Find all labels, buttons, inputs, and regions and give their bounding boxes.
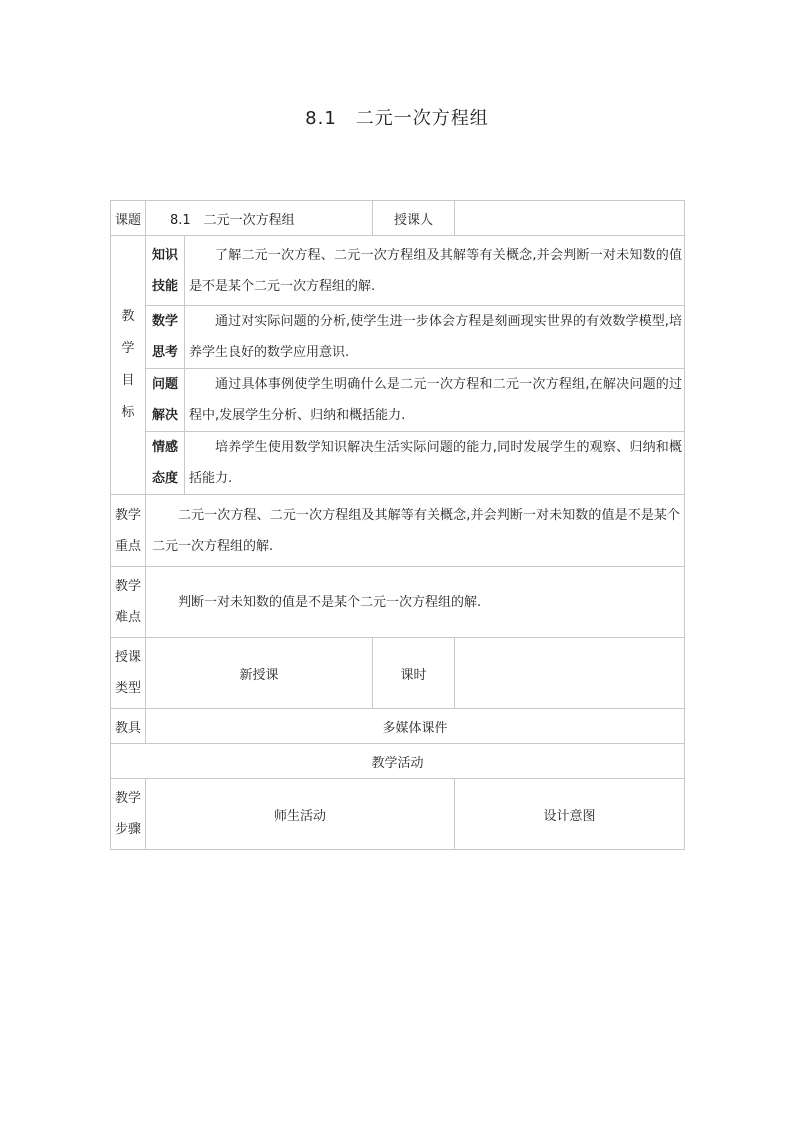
lesson-type-label: 授课 类型: [111, 638, 146, 709]
objective-row: [111, 432, 685, 495]
lesson-plan-table: [110, 200, 685, 850]
steps-label: 教学 步骤: [111, 779, 146, 850]
difficulties-label: 教学 难点: [111, 567, 146, 638]
key-points-text: 二元一次方程、二元一次方程组及其解等有关概念,并会判断一对未知数的值是不是某个二元一次方程组的解.: [146, 495, 685, 567]
key-points-label: 教学 重点: [111, 495, 146, 567]
activities-header-row: [111, 744, 685, 779]
objective-sublabel: 情感 态度: [146, 432, 185, 495]
topic-row: [111, 201, 685, 236]
objective-text: 通过对实际问题的分析,使学生进一步体会方程是刻画现实世界的有效数学模型,培养学生良好的数学应用意识.: [185, 306, 685, 369]
tools-row: [111, 709, 685, 744]
page-title: 8.1 二元一次方程组: [305, 108, 489, 129]
teacher-label: 授课人: [373, 201, 455, 236]
objective-text: 了解二元一次方程、二元一次方程组及其解等有关概念,并会判断一对未知数的值是不是某个二元一次方程组的解.: [185, 236, 685, 306]
topic-value-cell: [146, 201, 373, 236]
steps-row: [111, 779, 685, 850]
teacher-value: [455, 201, 685, 236]
objectives-label: 教 学 目 标: [111, 236, 146, 495]
difficulties-text: 判断一对未知数的值是不是某个二元一次方程组的解.: [146, 567, 685, 638]
objective-sublabel: 数学 思考: [146, 306, 185, 369]
hours-value: [455, 638, 685, 709]
tools-label: 教具: [111, 709, 146, 744]
tools-value: 多媒体课件: [146, 709, 685, 744]
lesson-type-row: [111, 638, 685, 709]
objective-row: [111, 306, 685, 369]
teacher-student-activity-header: 师生活动: [146, 779, 455, 850]
key-points-row: [111, 495, 685, 567]
activities-header: 教学活动: [111, 744, 685, 779]
lesson-type-value: 新授课: [146, 638, 373, 709]
difficulties-row: [111, 567, 685, 638]
design-intent-header: 设计意图: [455, 779, 685, 850]
hours-label: 课时: [373, 638, 455, 709]
objective-sublabel: 知识 技能: [146, 236, 185, 306]
objective-row: [111, 369, 685, 432]
topic-value: 8.1 二元一次方程组: [170, 212, 295, 228]
objective-row: [111, 236, 685, 306]
topic-label: 课题: [111, 201, 146, 236]
objective-text: 通过具体事例使学生明确什么是二元一次方程和二元一次方程组,在解决问题的过程中,发展学生分析、归纳和概括能力.: [185, 369, 685, 432]
objective-sublabel: 问题 解决: [146, 369, 185, 432]
objective-text: 培养学生使用数学知识解决生活实际问题的能力,同时发展学生的观察、归纳和概括能力.: [185, 432, 685, 495]
